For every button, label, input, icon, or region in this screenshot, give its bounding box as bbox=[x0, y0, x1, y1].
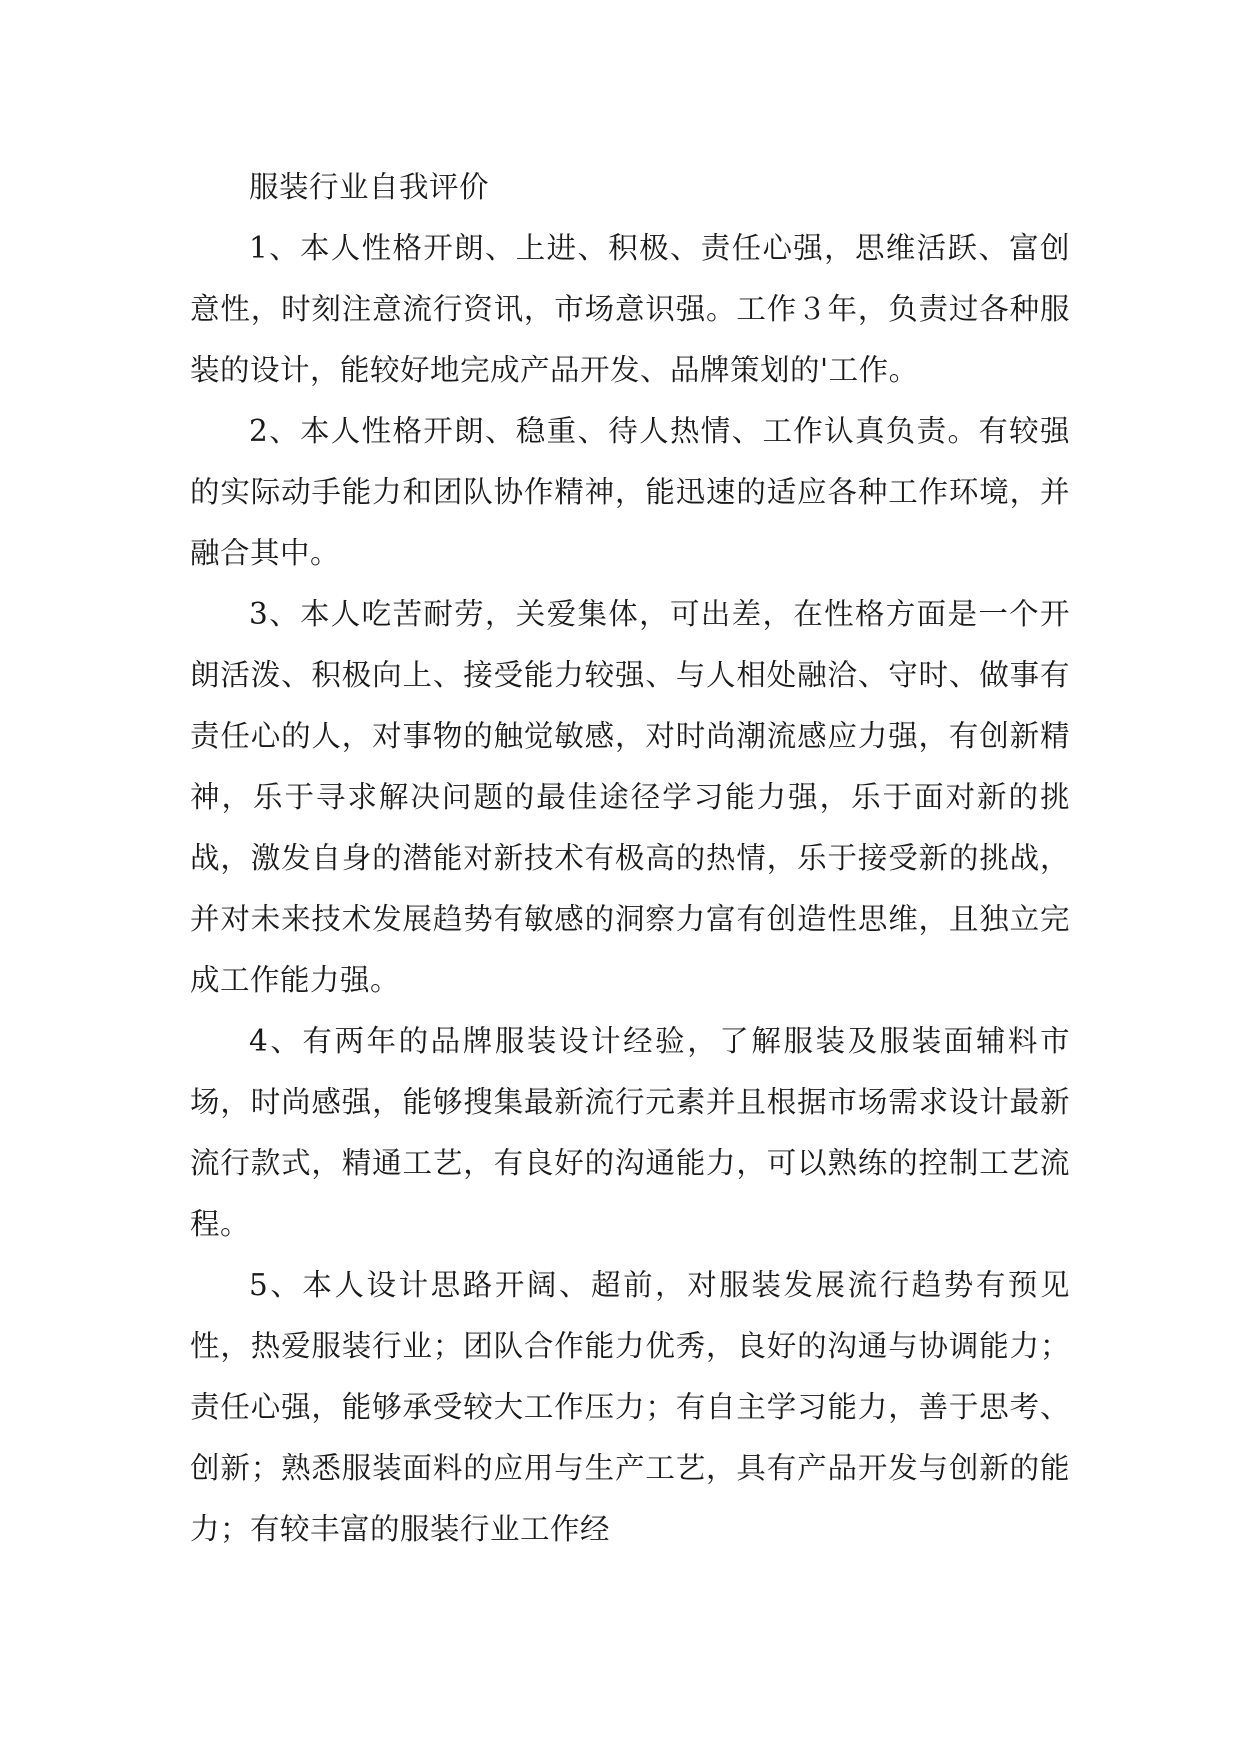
document-body bbox=[190, 157, 1070, 1560]
paragraph-1: 1、本人性格开朗、上进、积极、责任心强，思维活跃、富创意性，时刻注意流行资讯，市场意识强。工作３年，负责过各种服装的设计，能较好地完成产品开发、品牌策划的'工作。 bbox=[190, 231, 1070, 387]
document-title: 服装行业自我评价 bbox=[249, 170, 490, 204]
paragraph-4: 4、有两年的品牌服装设计经验，了解服装及服装面辅料市场，时尚感强，能够搜集最新流行元素并且根据市场需求设计最新流行款式，精通工艺，有良好的沟通能力，可以熟练的控制工艺流程。 bbox=[190, 1024, 1070, 1241]
paragraph-2: 2、本人性格开朗、稳重、待人热情、工作认真负责。有较强的实际动手能力和团队协作精神，能迅速的适应各种工作环境，并融合其中。 bbox=[190, 414, 1070, 570]
paragraph-5: 5、本人设计思路开阔、超前，对服装发展流行趋势有预见性，热爱服装行业；团队合作能力优秀，良好的沟通与协调能力；责任心强，能够承受较大工作压力；有自主学习能力，善于思考、创新；熟悉服装面料的应用与生产工艺，具有产品开发与创新的能力；有较丰富的服装行业工作经 bbox=[190, 1268, 1070, 1546]
paragraph-3: 3、本人吃苦耐劳，关爱集体，可出差，在性格方面是一个开朗活泼、积极向上、接受能力较强、与人相处融洽、守时、做事有责任心的人，对事物的触觉敏感，对时尚潮流感应力强，有创新精神，乐于寻求解决问题的最佳途径学习能力强，乐于面对新的挑战，激发自身的潜能对新技术有极高的热情，乐于接受新的挑战，并对未来技术发展趋势有敏感的洞察力富有创造性思维，且独立完成工作能力强。 bbox=[190, 597, 1070, 997]
